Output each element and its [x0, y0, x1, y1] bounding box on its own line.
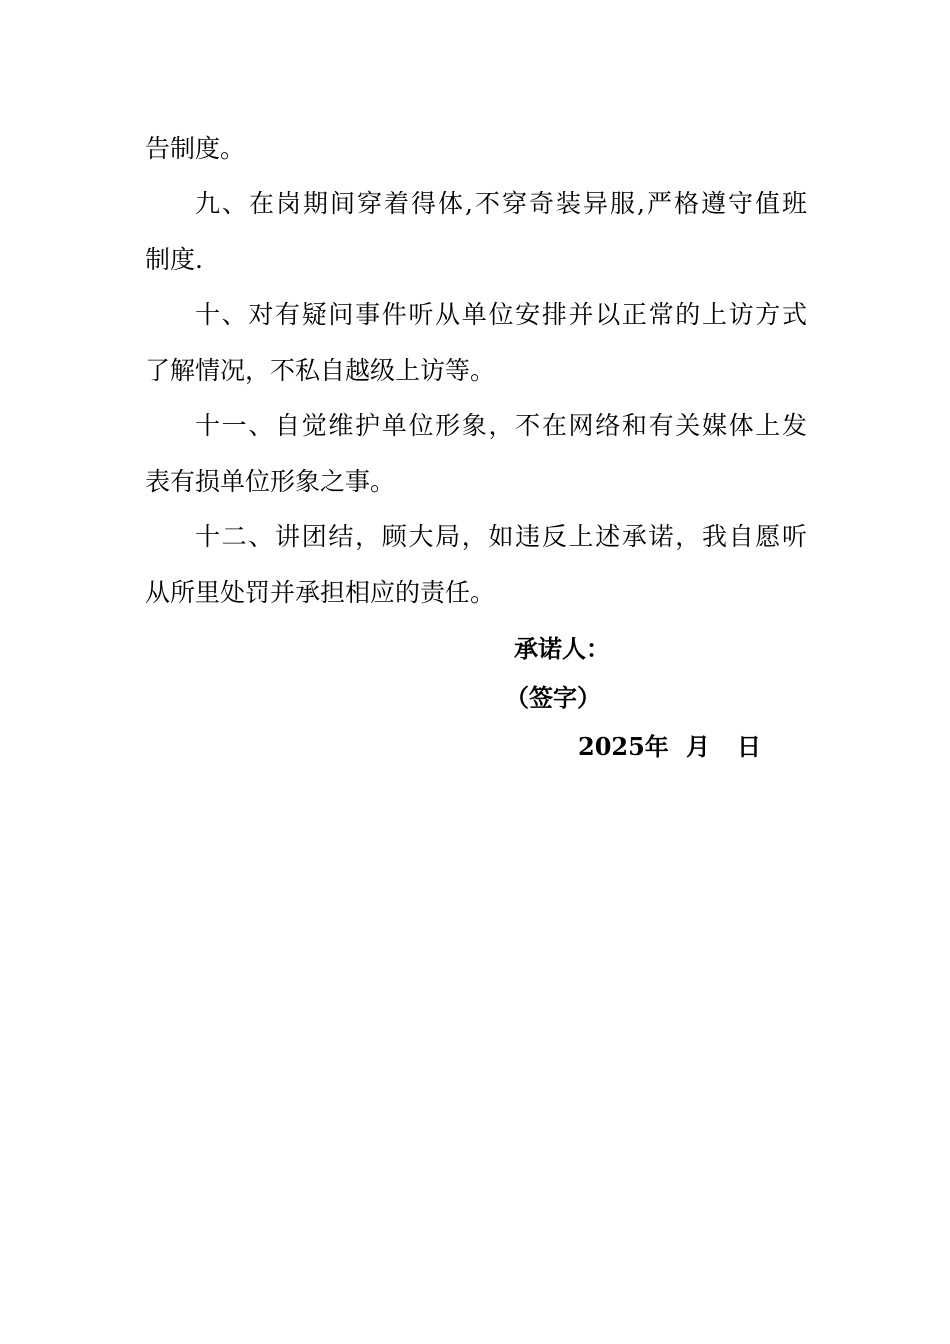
- date-month: 月: [686, 732, 710, 761]
- paragraph-line: 制度.: [145, 245, 203, 274]
- date-year: 2025年: [578, 732, 669, 761]
- paragraph-line: 表有损单位形象之事。: [145, 467, 396, 496]
- promisor-label: 承诺人：: [514, 634, 610, 663]
- paragraph-line: 告制度。: [145, 134, 246, 163]
- paragraph-line: 十一、自觉维护单位形象，不在网络和有关媒体上发: [195, 411, 807, 440]
- paragraph-line: 从所里处罚并承担相应的责任。: [145, 578, 496, 607]
- paragraph-line: 十二、讲团结，顾大局，如违反上述承诺，我自愿听: [195, 522, 807, 551]
- signature-label: （签字）: [505, 683, 601, 712]
- paragraph-line: 十、对有疑问事件听从单位安排并以正常的上访方式: [195, 300, 807, 329]
- paragraph-line: 九、在岗期间穿着得体,不穿奇装异服,严格遵守值班: [195, 189, 807, 218]
- paragraph-line: 了解情况，不私自越级上访等。: [145, 356, 496, 385]
- date-day: 日: [737, 732, 761, 761]
